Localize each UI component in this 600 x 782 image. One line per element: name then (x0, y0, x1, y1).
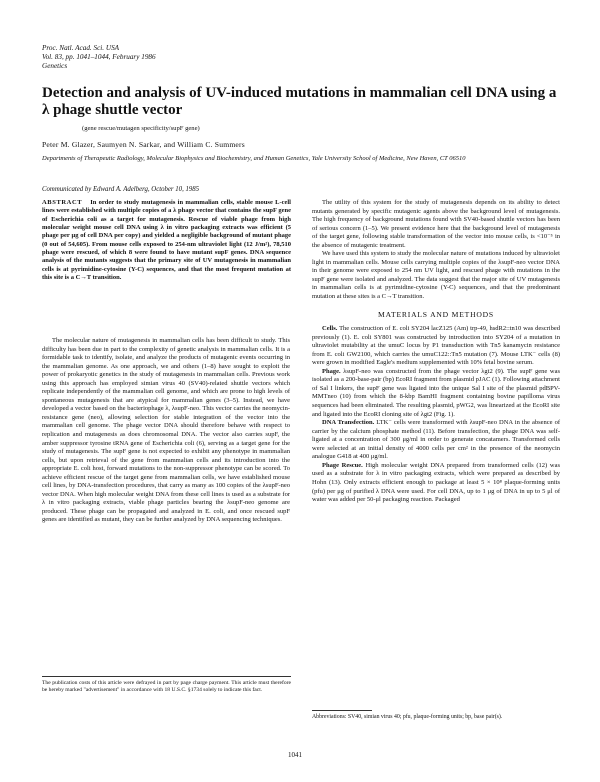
affiliation: Departments of Therapeutic Radiology, Molecular Biophysics and Biochemistry, and Human Genetics, Yale University School of Medicine, New Haven, CT 06510 (42, 155, 466, 162)
phage-text: λsupF-neo was constructed from the phage vector λgt2 (9). The supF gene was isolated as a 200-base-pair (bp) EcoRI fragment from plasmid pJAC (1). Following attachment of Sal I linkers, the supF gene was ligated into the unique Sal I site of the plasmid pdBPV-MMTneo (10) from which the 8-kbp BamHI fragment containing bovine papilloma virus sequences had been eliminated. The resulting plasmid, pWG2, was linearized at the EcoRI site and ligated into the EcoRI cloning site of λgt2 (Fig. 1). (312, 367, 561, 418)
rescue-heading: Phage Rescue. (322, 461, 363, 469)
journal-volume: Vol. 83, pp. 1041–1044, February 1986 (42, 53, 156, 61)
transfection-heading: DNA Transfection. (322, 419, 375, 427)
journal-header (42, 44, 156, 71)
authors: Peter M. Glazer, Saumyen N. Sarkar, and William C. Summers (42, 140, 245, 149)
transfection-paragraph (312, 419, 560, 462)
abbreviations-divider (312, 710, 372, 711)
journal-name: Proc. Natl. Acad. Sci. USA (42, 44, 120, 52)
intro-paragraph: The utility of this system for the study of mutagenesis depends on its ability to detect mutants generated by specific mutagenic agents above the background level of mutagenesis. The high frequency of background mutations found with SV40-based shuttle vectors has been of serious concern (1–5). We present evidence here that the background level of mutagenesis of the target gene, following stable transformation of the vector into mouse cells, is <10⁻⁵ in the absence of mutagenic treatment. (312, 199, 560, 249)
cells-text: The construction of E. coli SY204 lacZ125 (Am) trp-49, hsdR2::tn10 was described previously (1). E. coli SY801 was constructed by introduction into SY204 of a mutation in ultraviolet mutability at the umuC locus by P1 transduction with Tn5 kanamycin resistance from E. coli GW2100, which carries the umuC122::Tn5 mutation (7). Mouse LTK⁻ cells (8) were grown in modified Eagle's medium supplemented with 10% fetal bovine serum. (312, 325, 560, 367)
cells-paragraph (312, 325, 560, 368)
page-number: 1041 (288, 751, 302, 759)
journal-section: Genetics (42, 62, 68, 70)
introduction-left-column (42, 337, 290, 525)
phage-paragraph (312, 368, 560, 419)
abstract-heading: ABSTRACT (42, 199, 83, 206)
abstract (42, 199, 291, 282)
intro-paragraph: The molecular nature of mutagenesis in mammalian cells has been difficult to study. This difficulty has been due in part to the complexity of genetic analysis in mammalian cells. It is a formidable task to identify, isolate, and analyze the products of mutagenic events occurring in the mammalian genome. As one approach, we and others (1–8) have sought to exploit the power of prokaryotic genetics in the study of mutagenesis in mammalian cells. Previous work using this approach has employed simian virus 40 (SV40)-related shuttle vectors which replicate independently of the mammalian cell genome, and which are prone to high levels of spontaneous mutagenesis that are atypical for mammalian genes (3–5). Instead, we have developed a vector based on the bacteriophage λ, λsupF-neo. This vector carries the neomycin-resistance gene (neo), allowing selection for stable integration of the vector into the mammalian cell genome. The phage vector DNA should therefore behave with respect to replication and mutagenesis as does chromosomal DNA. The vector also carries supF, the amber suppressor tyrosine tRNA gene of Escherichia coli (6), serving as a target gene for the study of mutagenesis. The supF gene is not expected to exhibit any phenotype in mammalian cells, but upon retrieval of the gene from mammalian cells and its introduction into the appropriate E. coli host, forward mutations to the non-suppressor phenotype can be scored. To achieve efficient rescue of the target gene from mammalian cells, we have established mouse cell lines, by DNA-transfection procedures, that carry as many as 100 copies of the λsupF-neo vector DNA. When high molecular weight DNA from these cell lines is used as a substrate for λ in vitro packaging extracts, viable phage particles bearing the λsupF-neo genome are produced. These phage can be propagated and analyzed in E. coli, and once rescued supF genes are identified as mutant, they can be further analyzed by DNA sequencing techniques. (42, 337, 290, 524)
right-column (312, 199, 560, 505)
intro-paragraph: We have used this system to study the molecular nature of mutations induced by ultraviolet light in mammalian cells. Mouse cells carrying multiple copies of the λsupF-neo vector DNA in their genome were exposed to 254 nm UV light, and rescued phage with mutations in the supF gene were isolated and analyzed. The data suggest that the major site of UV mutagenesis in mammalian cells is at pyrimidine-cytosine (Y-C) sequences, and that the predominant mutation at these sites is a C→T transition. (312, 250, 560, 301)
keywords: (gene rescue/mutagen specificity/supF gene) (82, 125, 200, 132)
footnote-divider (42, 676, 291, 677)
article-title: Detection and analysis of UV-induced mutations in mammalian cell DNA using a λ phage shuttle vector (42, 85, 557, 118)
cells-heading: Cells. (322, 325, 338, 333)
publication-cost-footnote: The publication costs of this article were defrayed in part by page charge payment. This article must therefore be hereby marked "advertisement" in accordance with 18 U.S.C. §1734 solely to indicate this fact. (42, 680, 291, 693)
communicated-by: Communicated by Edward A. Adelberg, October 10, 1985 (42, 186, 200, 193)
rescue-paragraph (312, 462, 560, 505)
abstract-text: In order to study mutagenesis in mammalian cells, stable mouse L-cell lines were established with multiple copies of a λ phage vector that contains the supF gene of Escherichia coli as a target for mutagenesis. Rescue of viable phage from high molecular weight mouse cell DNA using λ in vitro packaging extracts was efficient (5 phage per μg of cell DNA per copy) and yielded a negligible background of mutant phage (0 out of 54,605). From mouse cells exposed to 254-nm ultraviolet light (12 J/m²), 78,510 phage were rescued, of which 8 were found to have mutant supF genes. DNA sequence analysis of the mutants suggests that the primary site of UV mutagenesis in mammalian cells is at pyrimidine-cytosine (Y-C) sequences, and that the most frequent mutation at this site is a C→T transition. (42, 199, 291, 282)
rescue-text: High molecular weight DNA prepared from transformed cells (12) was used as a substrate for λ in vitro packaging extracts, which were prepared as described by Hohn (13). Only extracts efficient enough to package at least 5 × 10⁸ plaque-forming units (pfu) per μg of purified λ DNA were used. For cell DNA, up to 1 μg of DNA in up to 5 μl of water was added per 50-μl packaging reaction. Packaged (312, 461, 560, 504)
phage-heading: Phage. (322, 367, 341, 375)
methods-heading: MATERIALS AND METHODS (378, 309, 494, 319)
transfection-text: LTK⁻ cells were transformed with λsupF-neo DNA in the absence of carrier by the calcium phosphate method (11). Before transfection, the phage DNA was self-ligated at a concentration of 300 μg/ml in order to generate concatamers. Transformed cells were selected at an initial density of 4000 cells per cm² in the presence of the neomycin analogue G418 at 400 μg/ml. (312, 419, 560, 461)
abbreviations-footnote: Abbreviations: SV40, simian virus 40; pfu, plaque-forming units; bp, base pair(s). (312, 714, 503, 720)
